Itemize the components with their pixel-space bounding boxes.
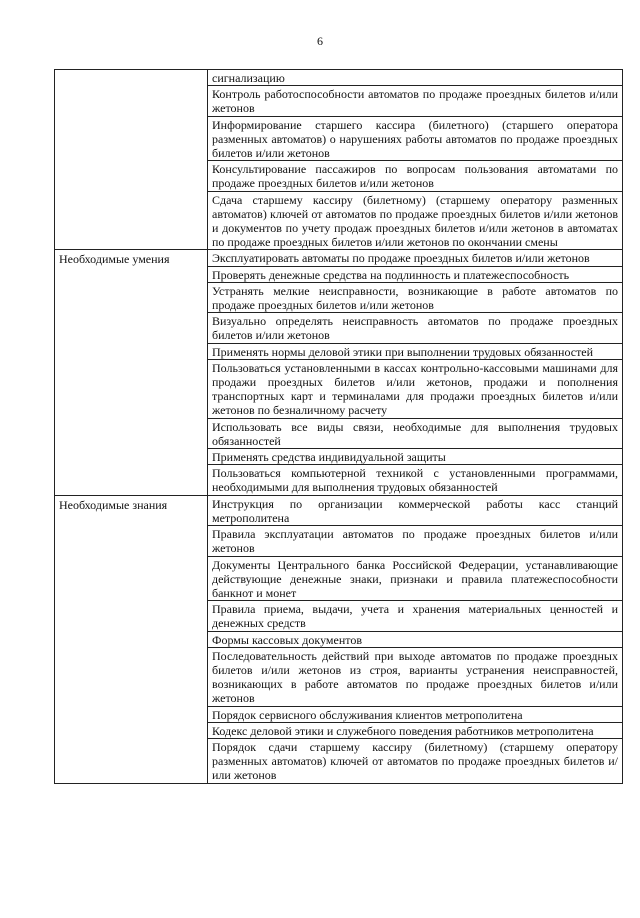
row-label (55, 70, 208, 250)
table-cell: Проверять денежные средства на подлинность и платежеспособность (208, 266, 622, 282)
row-items (208, 250, 623, 495)
table-cell: Контроль работоспособности автоматов по продаже проездных билетов и/или жетонов (208, 85, 622, 115)
table-cell: Последовательность действий при выходе автоматов по продаже проездных билетов и/или жетонов из строя, варианты устранения неисправностей, возникающих в работе автоматов по продаже проездных билетов и/или жетонов (208, 647, 622, 706)
table-cell: Документы Центрального банка Российской Федерации, устанавливающие действующие денежные знаки, признаки и правила платежеспособности банкнот и монет (208, 556, 622, 601)
row-items (208, 495, 623, 783)
table-row-tasks (55, 70, 623, 250)
table-cell: Формы кассовых документов (208, 631, 622, 647)
row-label: Необходимые знания (55, 495, 208, 783)
table-cell: Пользоваться установленными в кассах контрольно-кассовыми машинами для продажи проездных билетов и/или жетонов, продажи и пополнения транспортных карт и терминалами для продажи проездных билетов и/или жетонов по безналичному расчету (208, 359, 622, 418)
table-cell: Порядок сервисного обслуживания клиентов метрополитена (208, 706, 622, 722)
table-cell: Использовать все виды связи, необходимые для выполнения трудовых обязанностей (208, 418, 622, 448)
table-cell: Визуально определять неисправность автоматов по продаже проездных билетов и/или жетонов (208, 312, 622, 342)
table-cell: Применять нормы деловой этики при выполнении трудовых обязанностей (208, 343, 622, 359)
table-cell: Применять средства индивидуальной защиты (208, 448, 622, 464)
competency-table (54, 69, 623, 784)
row-items (208, 70, 623, 250)
table-cell: Кодекс деловой этики и служебного поведения работников метрополитена (208, 722, 622, 738)
table-cell: Эксплуатировать автоматы по продаже проездных билетов и/или жетонов (212, 251, 590, 266)
table-row-skills (55, 250, 623, 495)
row-label: Необходимые умения (55, 250, 208, 495)
table-cell: Правила приема, выдачи, учета и хранения материальных ценностей и денежных средств (208, 600, 622, 630)
table-cell: Сдача старшему кассиру (билетному) (старшему оператору разменных автоматов) ключей от автоматов по продаже проездных билетов и/или жетонов и документов по учету продаж проездных билетов и/или жетонов в автоматах по продаже проездных билетов и/или жетонов по окончании смены (208, 191, 622, 250)
page-number: 6 (317, 34, 323, 48)
table-cell: Инструкция по организации коммерческой работы касс станций метрополитена (212, 496, 618, 525)
table-cell: Устранять мелкие неисправности, возникающие в работе автоматов по продаже проездных билетов и/или жетонов (208, 282, 622, 312)
table-cell: Пользоваться компьютерной техникой с установленными программами, необходимыми для выполнения трудовых обязанностей (208, 464, 622, 494)
table-cell: Консультирование пассажиров по вопросам пользования автоматами по продаже проездных билетов и/или жетонов (208, 160, 622, 190)
table-row-knowledge (55, 495, 623, 783)
table-cell: Правила эксплуатации автоматов по продаже проездных билетов и/или жетонов (208, 525, 622, 555)
table-cell: Информирование старшего кассира (билетного) (старшего оператора разменных автоматов) о нарушениях работы автоматов по продаже проездных билетов и/или жетонов (208, 116, 622, 161)
table-cell: сигнализацию (212, 71, 285, 85)
table-cell: Порядок сдачи старшему кассиру (билетному) (старшему оператору разменных автоматов) ключей от автоматов по продаже проездных билетов и/или жетонов (208, 738, 622, 783)
